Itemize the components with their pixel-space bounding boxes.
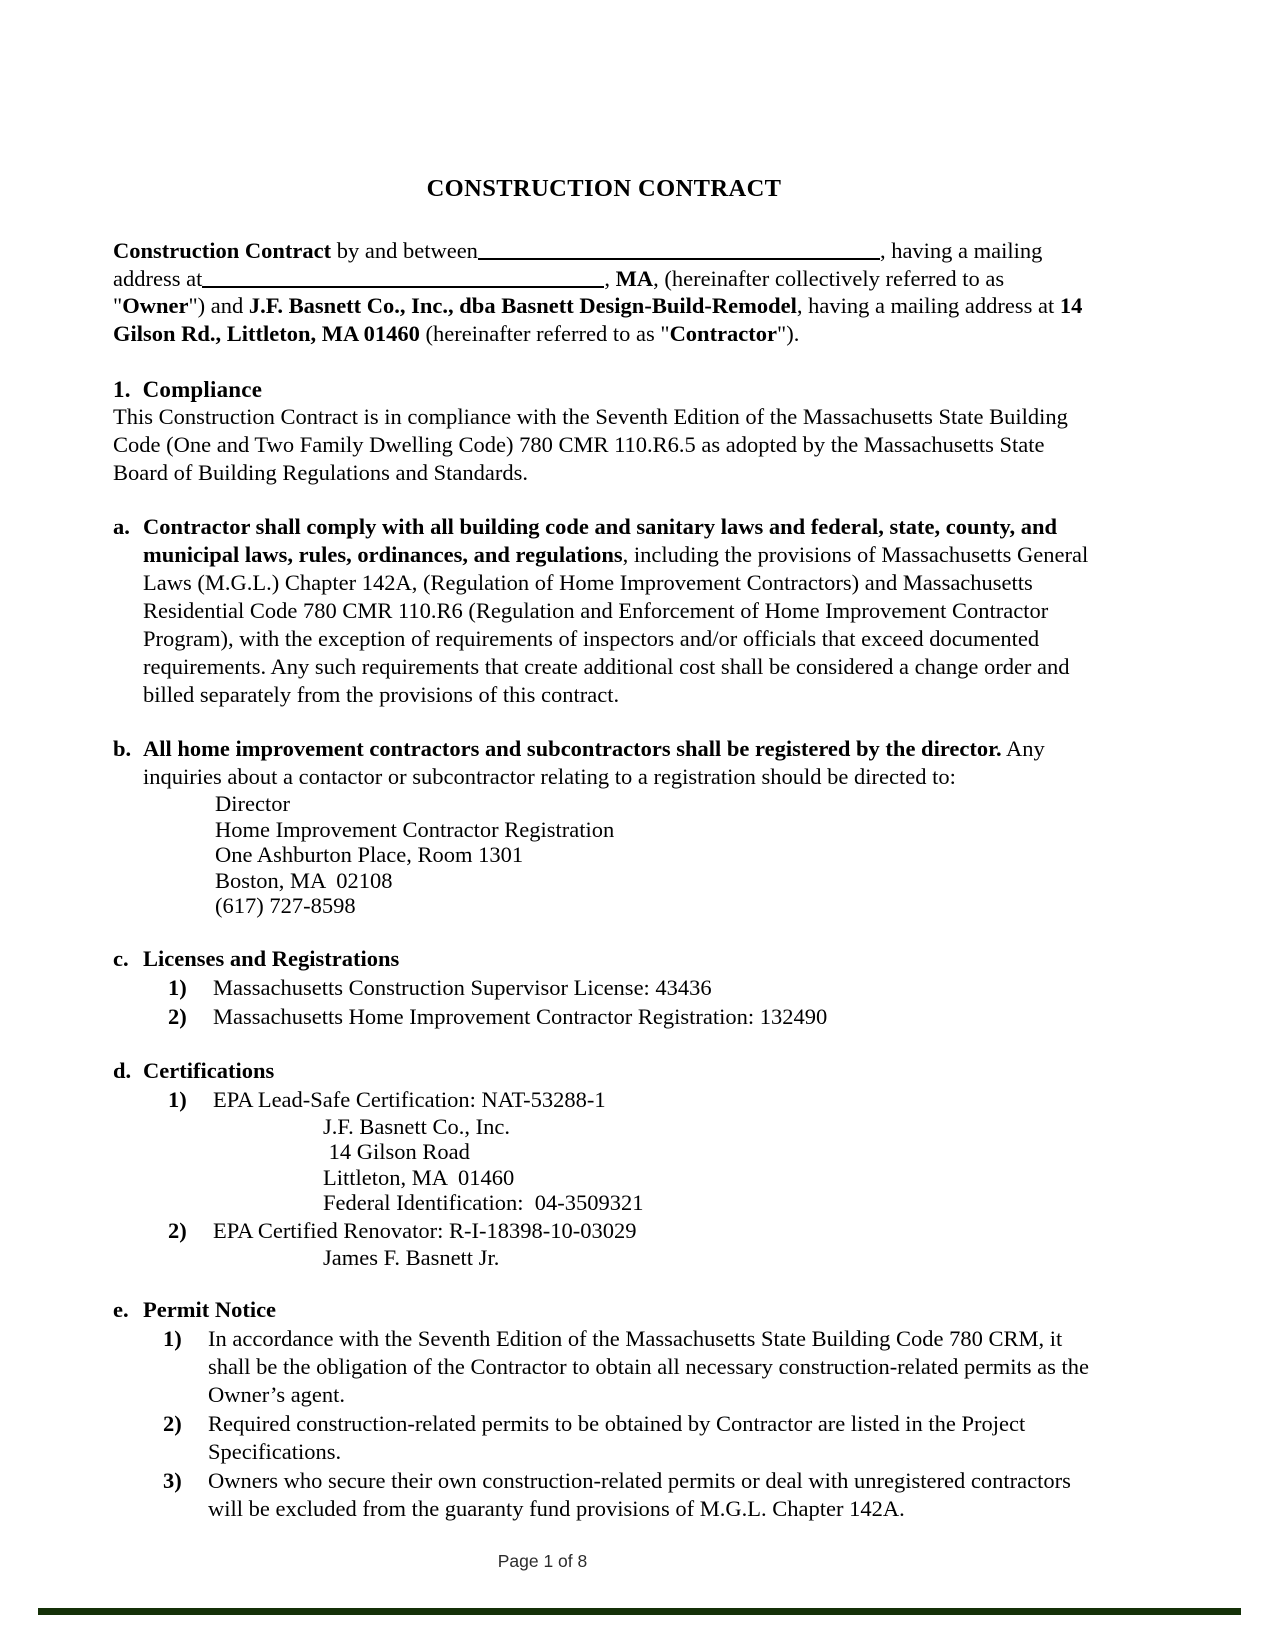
list-item [168, 1086, 1095, 1216]
address-line: (617) 727-8598 [215, 893, 356, 918]
item-b-bold-lead: All home improvement contractors and subcontractors shall be registered by the director. [143, 736, 1002, 761]
detail-line: J.F. Basnett Co., Inc. [323, 1113, 510, 1139]
subitem-text: EPA Lead-Safe Certification: NAT-53288-1 [213, 1086, 606, 1112]
item-b-rest: Any inquiries about a contactor or subcontractor relating to a registration should be directed to: [143, 736, 1045, 789]
detail-line: James F. Basnett Jr. [323, 1244, 500, 1270]
subitem-text: Massachusetts Construction Supervisor License: 43436 [213, 974, 712, 1000]
subitem-body [213, 1217, 1095, 1271]
item-c-title: Licenses and Registrations [143, 945, 400, 971]
item-e-sublist [163, 1325, 1095, 1523]
intro-text-2: , having a mailing address at [113, 238, 1043, 291]
item-body-d [143, 1057, 1095, 1271]
subitem-marker: 1) [168, 974, 187, 1000]
item-e-title: Permit Notice [143, 1297, 277, 1322]
intro-text-1: by and between [331, 238, 478, 263]
intro-text-7: (hereinafter referred to as " [419, 320, 670, 346]
subitem-marker: 1) [163, 1326, 182, 1351]
section-1-title: Compliance [142, 377, 263, 402]
list-item [113, 513, 1095, 709]
list-item [163, 1467, 1095, 1523]
detail-line: 14 Gilson Road [323, 1139, 470, 1164]
item-body-b [143, 735, 1095, 919]
item-c-sublist [168, 974, 1095, 1031]
intro-text-5: ") and [188, 293, 249, 318]
item-a-rest: , including the provisions of Massachusetts General Laws (M.G.L.) Chapter 142A, (Regulation of Home Improvement Contractors) and Massachusetts Residential Code 780 CMR 110.R6 (Regulation and Enforcement of Home Improvement Contractor Program), with the exception of requirements of inspectors and/or officials that exceed documented requirements. Any such requirements that create additional cost shall be considered a change order and billed separately from the provisions of this contract. [143, 542, 1089, 707]
detail-line: Federal Identification: 04-3509321 [323, 1190, 644, 1215]
footer-divider-rule [38, 1608, 1241, 1615]
item-b-text [143, 735, 1095, 791]
subitem-text: In accordance with the Seventh Edition of the Massachusetts State Building Code 780 CRM, it shall be the obligation of the Contractor to obtain all necessary construction-related permits as the Owner’s agent. [208, 1326, 1089, 1407]
owner-name-blank[interactable] [478, 238, 880, 260]
item-marker-e: e. [113, 1297, 129, 1322]
subitem-text: Massachusetts Home Improvement Contractor Registration: 132490 [213, 1003, 828, 1029]
detail-line: Littleton, MA 01460 [323, 1164, 515, 1190]
list-item [168, 974, 1095, 1002]
subitem-marker: 2) [168, 1217, 187, 1243]
address-line: Home Improvement Contractor Registration [215, 816, 615, 842]
intro-address-bold: 14 Gilson Rd., Littleton, MA 01460 [113, 293, 1083, 346]
item-body-c [143, 945, 1095, 1031]
section-1-body: This Construction Contract is in compliance with the Seventh Edition of the Massachusetts State Building Code (One and Two Family Dwelling Code) 780 CMR 110.R6.5 as adopted by the Massachusetts State Board of Building Regulations and Standards. [113, 404, 1068, 485]
page-title: CONSTRUCTION CONTRACT [426, 175, 782, 202]
intro-company-bold: J.F. Basnett Co., Inc., dba Basnett Design-Build-Remodel [248, 293, 797, 318]
subitem-text: Owners who secure their own construction-related permits or deal with unregistered contractors will be excluded from the guaranty fund provisions of M.G.L. Chapter 142A. [208, 1468, 1071, 1521]
owner-address-blank[interactable] [202, 266, 604, 288]
subitem-text: EPA Certified Renovator: R-I-18398-10-03029 [213, 1217, 637, 1243]
subitem-marker: 1) [168, 1086, 187, 1112]
renovator-detail-block [323, 1245, 1095, 1271]
list-item [113, 1057, 1095, 1271]
address-line: One Ashburton Place, Room 1301 [215, 842, 524, 867]
intro-text-3: , [604, 265, 616, 291]
item-body-a [143, 513, 1095, 709]
list-item [113, 735, 1095, 919]
item-marker-c: c. [113, 945, 129, 971]
subitem-text: Required construction-related permits to be obtained by Contractor are listed in the Project Specifications. [208, 1411, 1026, 1464]
item-d-sublist [168, 1086, 1095, 1271]
item-body-e [143, 1296, 1095, 1523]
page-number-footer: Page 1 of 8 [497, 1551, 588, 1571]
intro-owner-bold: Owner [122, 293, 189, 318]
list-item [113, 945, 1095, 1031]
list-item [113, 1296, 1095, 1523]
intro-paragraph [113, 237, 1095, 347]
document-content [113, 175, 1095, 1523]
item-d-title: Certifications [143, 1057, 275, 1083]
item-a-bold-lead: Contractor shall comply with all building code and sanitary laws and federal, state, county, and municipal laws, rules, ordinances, and regulations [143, 514, 1058, 567]
item-marker-d: d. [113, 1057, 132, 1083]
intro-lead-bold: Construction Contract [113, 238, 332, 263]
subitem-marker: 3) [163, 1468, 182, 1493]
address-line: Boston, MA 02108 [215, 867, 393, 893]
subitem-marker: 2) [163, 1411, 182, 1436]
subitem-marker: 2) [168, 1003, 187, 1029]
section-1-heading [113, 377, 1095, 403]
address-line: Director [215, 791, 290, 816]
director-address-block [215, 791, 1095, 919]
intro-text-8: "). [777, 320, 800, 346]
item-marker-a: a. [113, 514, 130, 539]
intro-text-6: , having a mailing address at [796, 293, 1060, 318]
intro-ma-bold: MA [615, 265, 654, 291]
list-item [168, 1003, 1095, 1031]
subitem-body [213, 1086, 1095, 1216]
list-item [163, 1325, 1095, 1409]
section-1-number: 1. [113, 377, 131, 402]
item-marker-b: b. [113, 736, 132, 761]
certification-detail-block [323, 1114, 1095, 1216]
list-item [168, 1217, 1095, 1271]
list-item [163, 1410, 1095, 1466]
intro-text-4: , (hereinafter collectively referred to as " [113, 265, 1005, 318]
intro-contractor-bold: Contractor [669, 320, 778, 346]
